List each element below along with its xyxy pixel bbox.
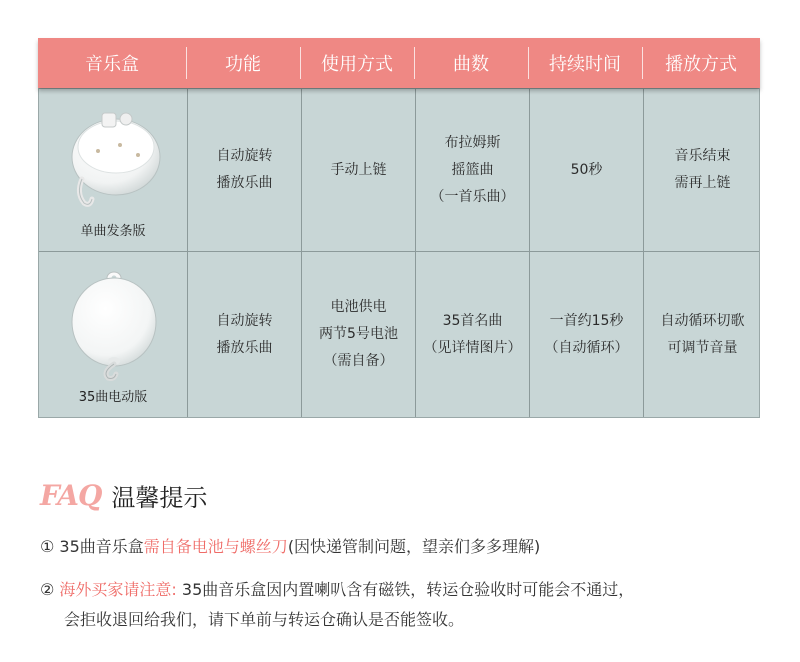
header-tracks: 曲数 [414,38,528,88]
tip-marker: ① [40,537,55,556]
product-comparison-table [38,38,760,418]
function-cell: 自动旋转 播放乐曲 [187,89,301,251]
header-play-mode: 播放方式 [642,38,760,88]
table-row [39,251,759,417]
faq-badge: FAQ [40,479,102,512]
table-row [39,88,759,251]
function-cell: 自动旋转 播放乐曲 [187,252,301,417]
table-body [38,88,760,418]
table-header [38,38,760,88]
tip-highlight: 需自备电池与螺丝刀 [143,537,288,556]
tip-battery [40,532,540,562]
product-cell [39,252,187,417]
electric-music-box-image [58,258,168,384]
play-mode-cell: 自动循环切歌 可调节音量 [643,252,761,417]
tip-text: (因快递管制问题，望亲们多多理解) [287,537,541,556]
product-cell [39,89,187,251]
header-music-box: 音乐盒 [85,54,139,75]
usage-cell: 电池供电 两节5号电池 （需自备） [301,252,415,417]
tip-text: 35曲音乐盒 [54,537,144,556]
header-duration: 持续时间 [528,38,642,88]
header-usage: 使用方式 [300,38,414,88]
tip-overseas [40,575,634,635]
tip-text: 35曲音乐盒因内置喇叭含有磁铁，转运仓验收时可能会不通过， [176,580,635,599]
play-mode-cell: 音乐结束 需再上链 [643,89,761,251]
header-function: 功能 [186,38,300,88]
wind-up-music-box-image [58,95,168,215]
faq-heading [40,478,207,513]
tip-highlight: 海外买家请注意: [54,580,177,599]
tip-text: 会拒收退回给我们，请下单前与转运仓确认是否能签收。 [64,610,465,629]
tracks-cell: 35首名曲 （见详情图片） [415,252,529,417]
usage-cell: 手动上链 [301,89,415,251]
duration-cell: 50秒 [529,89,643,251]
tracks-cell: 布拉姆斯 摇篮曲 （一首乐曲） [415,89,529,251]
product-name: 35曲电动版 [78,390,148,405]
duration-cell: 一首约15秒 （自动循环） [529,252,643,417]
product-name: 单曲发条版 [80,224,146,239]
tip-marker: ② [40,580,55,599]
faq-title: 温馨提示 [111,484,208,512]
